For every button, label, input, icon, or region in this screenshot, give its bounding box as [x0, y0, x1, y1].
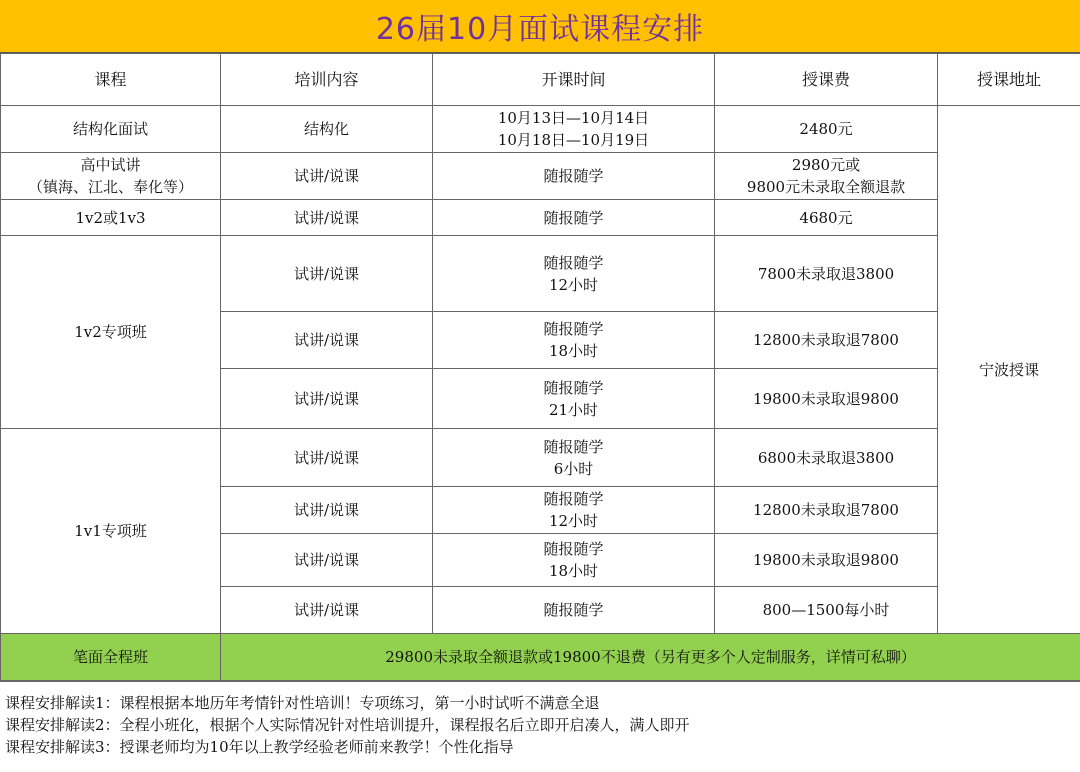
- fee-cell: 6800未录取退3800: [715, 429, 938, 487]
- content-cell: 试讲/说课: [221, 429, 433, 487]
- course-cell: [1, 153, 221, 200]
- table-row: [1, 200, 1080, 236]
- course-cell: 1v2或1v3: [1, 200, 221, 236]
- course-cell: 结构化面试: [1, 106, 221, 153]
- fee-cell: 12800未录取退7800: [715, 487, 938, 534]
- fee-cell: 2480元: [715, 106, 938, 153]
- notes-section: [0, 681, 1080, 772]
- fee-line: 2980元或: [791, 156, 861, 174]
- content-cell: 结构化: [221, 106, 433, 153]
- fee-cell: 12800未录取退7800: [715, 312, 938, 369]
- course-line: 高中试讲: [80, 156, 141, 174]
- time-line: 随报随学: [543, 253, 604, 272]
- time-cell: [433, 106, 715, 153]
- time-line: 10月13日—10月14日: [497, 109, 650, 127]
- time-line: 12小时: [548, 275, 599, 294]
- table-row: [1, 236, 1080, 312]
- time-line: 10月18日—10月19日: [497, 131, 650, 149]
- content-cell: 试讲/说课: [221, 236, 433, 312]
- fee-cell: 19800未录取退9800: [715, 534, 938, 587]
- content-cell: 试讲/说课: [221, 534, 433, 587]
- content-cell: 试讲/说课: [221, 200, 433, 236]
- course-cell: 1v1专项班: [1, 429, 221, 634]
- time-line: 随报随学: [543, 320, 604, 338]
- content-cell: 试讲/说课: [221, 487, 433, 534]
- time-cell: 随报随学: [433, 153, 715, 200]
- page-title: 26届10月面试课程安排: [375, 12, 705, 47]
- note-line: 课程安排解读2：全程小班化，根据个人实际情况针对性培训提升，课程报名后立即开启凑人，满人即开: [5, 716, 690, 734]
- header-fee: 授课费: [715, 54, 938, 106]
- time-line: 18小时: [548, 562, 599, 580]
- note-line: 课程安排解读1：课程根据本地历年考情针对性培训！专项练习，第一小时试听不满意全退: [5, 694, 600, 712]
- time-cell: [433, 487, 715, 534]
- time-line: 12小时: [548, 512, 599, 530]
- table-row: [1, 106, 1080, 153]
- course-cell: 1v2专项班: [1, 236, 221, 429]
- time-cell: 随报随学: [433, 200, 715, 236]
- time-line: 随报随学: [543, 540, 604, 558]
- fee-cell: 7800未录取退3800: [715, 236, 938, 312]
- time-line: 随报随学: [543, 378, 604, 397]
- time-cell: [433, 429, 715, 487]
- fee-cell: 19800未录取退9800: [715, 369, 938, 429]
- time-cell: [433, 312, 715, 369]
- fee-line: 9800元未录取全额退款: [746, 178, 906, 196]
- time-cell: [433, 369, 715, 429]
- header-course: 课程: [1, 54, 221, 106]
- content-cell: 试讲/说课: [221, 153, 433, 200]
- full-course-desc: 29800未录取全额退款或19800不退费（另有更多个人定制服务，详情可私聊）: [221, 634, 1080, 681]
- header-content: 培训内容: [221, 54, 433, 106]
- header-time: 开课时间: [433, 54, 715, 106]
- time-cell: 随报随学: [433, 587, 715, 634]
- fee-cell: 800—1500每小时: [715, 587, 938, 634]
- content-cell: 试讲/说课: [221, 312, 433, 369]
- time-cell: [433, 534, 715, 587]
- header-row: [1, 54, 1080, 106]
- fee-cell: [715, 153, 938, 200]
- time-line: 21小时: [548, 400, 599, 419]
- title-bar: [0, 0, 1080, 53]
- note-line: 课程安排解读3：授课老师均为10年以上教学经验老师前来教学！个性化指导: [5, 738, 514, 756]
- content-cell: 试讲/说课: [221, 587, 433, 634]
- fee-cell: 4680元: [715, 200, 938, 236]
- full-course-row: [1, 634, 1080, 681]
- table-row: [1, 429, 1080, 487]
- content-cell: 试讲/说课: [221, 369, 433, 429]
- header-location: 授课地址: [938, 54, 1080, 106]
- schedule-table: [0, 53, 1080, 681]
- time-line: 随报随学: [543, 490, 604, 508]
- full-course-name: 笔面全程班: [1, 634, 221, 681]
- table-row: [1, 153, 1080, 200]
- location-cell: 宁波授课: [938, 106, 1080, 634]
- time-line: 18小时: [548, 342, 599, 360]
- time-line: 6小时: [553, 459, 594, 478]
- course-line: （镇海、江北、奉化等）: [27, 178, 193, 196]
- time-cell: [433, 236, 715, 312]
- time-line: 随报随学: [543, 437, 604, 456]
